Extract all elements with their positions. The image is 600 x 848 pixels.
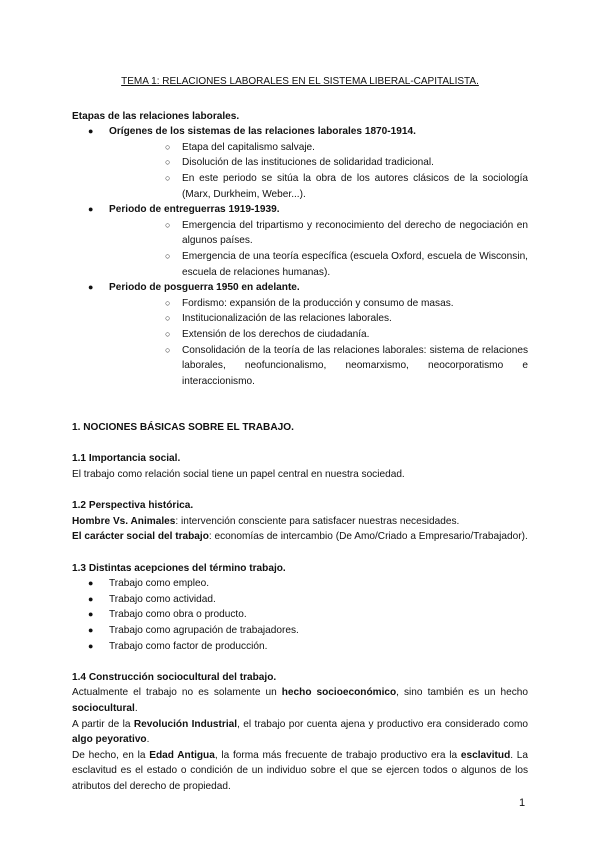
subsection-heading: 1.1 Importancia social. <box>72 453 181 465</box>
meanings-list <box>72 576 528 654</box>
list-item: ● Trabajo como actividad. <box>72 592 528 608</box>
period-sublist <box>109 218 528 280</box>
section-heading: 1. NOCIONES BÁSICAS SOBRE EL TRABAJO. <box>72 422 294 434</box>
list-item: ● Trabajo como agrupación de trabajadores. <box>72 623 528 639</box>
period-item <box>72 124 528 202</box>
list-item: ○ Disolución de las instituciones de solidaridad tradicional. <box>109 155 528 171</box>
paragraph: El trabajo como relación social tiene un papel central en nuestra sociedad. <box>72 469 405 481</box>
circle-bullet-icon: ○ <box>165 344 171 355</box>
subsection-heading: 1.2 Perspectiva histórica. <box>72 500 194 512</box>
circle-bullet-icon: ○ <box>165 297 171 308</box>
circle-bullet-icon: ○ <box>165 219 171 230</box>
period-label: Periodo de posguerra 1950 en adelante. <box>109 282 300 294</box>
list-item: ○ En este periodo se sitúa la obra de los autores clásicos de la sociología (Marx, Durkheim, Weber...). <box>165 172 528 200</box>
period-sublist <box>109 140 528 202</box>
list-item: ○ Emergencia de una teoría específica (escuela Oxford, escuela de Wisconsin, escuela de relaciones humanas). <box>165 250 528 278</box>
subsection-heading: 1.4 Construcción sociocultural del trabajo. <box>72 671 277 683</box>
period-sublist <box>109 296 528 390</box>
bullet-icon: ● <box>88 593 94 604</box>
list-item: ○ Institucionalización de las relaciones laborales. <box>109 311 528 327</box>
list-item: ○ Etapa del capitalismo salvaje. <box>109 140 528 156</box>
period-label: Periodo de entreguerras 1919-1939. <box>109 204 280 216</box>
stages-heading: Etapas de las relaciones laborales. <box>72 110 240 122</box>
periods-list <box>72 124 528 389</box>
bullet-icon: ● <box>88 204 94 215</box>
bullet-icon: ● <box>88 578 94 589</box>
document-title: TEMA 1: RELACIONES LABORALES EN EL SISTEMA LIBERAL-CAPITALISTA. <box>121 76 479 87</box>
list-item: ○ Extensión de los derechos de ciudadanía. <box>109 327 528 343</box>
subsection-heading: 1.3 Distintas acepciones del término trabajo. <box>72 562 286 574</box>
period-label: Orígenes de los sistemas de las relaciones laborales 1870-1914. <box>109 126 416 138</box>
circle-bullet-icon: ○ <box>165 250 171 261</box>
period-item <box>72 280 528 389</box>
bullet-icon: ● <box>88 640 94 651</box>
paragraph: Hombre Vs. Animales: intervención consciente para satisfacer nuestras necesidades. <box>72 515 460 527</box>
list-item: ● Trabajo como empleo. <box>72 576 528 592</box>
paragraph: A partir de la Revolución Industrial, el trabajo por cuenta ajena y productivo era considerado como algo peyorativo. <box>72 718 528 746</box>
paragraph: El carácter social del trabajo: economías de intercambio (De Amo/Criado a Empresario/Trabajador). <box>72 531 528 543</box>
list-item: ○ Consolidación de la teoría de las relaciones laborales: sistema de relaciones laborales, neofuncionalismo, neomarxismo, neocorporatismo e interaccionismo. <box>165 344 528 387</box>
paragraph: Actualmente el trabajo no es solamente un hecho socioeconómico, sino también es un hecho sociocultural. <box>72 687 528 714</box>
list-item: ● Trabajo como obra o producto. <box>72 607 528 623</box>
bullet-icon: ● <box>88 126 94 137</box>
circle-bullet-icon: ○ <box>165 157 171 168</box>
list-item: ○ Fordismo: expansión de la producción y consumo de masas. <box>109 296 528 312</box>
paragraph: De hecho, en la Edad Antigua, la forma más frecuente de trabajo productivo era la esclavitud. La esclavitud es el estado o condición de un individuo sobre el que se ejercen todos o algunos de los atributos del derecho de propiedad. <box>72 749 528 792</box>
circle-bullet-icon: ○ <box>165 313 171 324</box>
circle-bullet-icon: ○ <box>165 141 171 152</box>
bullet-icon: ● <box>88 625 94 635</box>
list-item: ● Trabajo como factor de producción. <box>72 639 528 655</box>
circle-bullet-icon: ○ <box>165 172 171 183</box>
list-item: ○ Emergencia del tripartismo y reconocimiento del derecho de negociación en algunos países. <box>165 219 528 247</box>
bullet-icon: ● <box>88 282 94 293</box>
circle-bullet-icon: ○ <box>165 328 171 339</box>
bullet-icon: ● <box>88 609 94 620</box>
period-item <box>72 202 528 280</box>
document-body <box>72 74 528 795</box>
page-number: 1 <box>519 797 526 809</box>
